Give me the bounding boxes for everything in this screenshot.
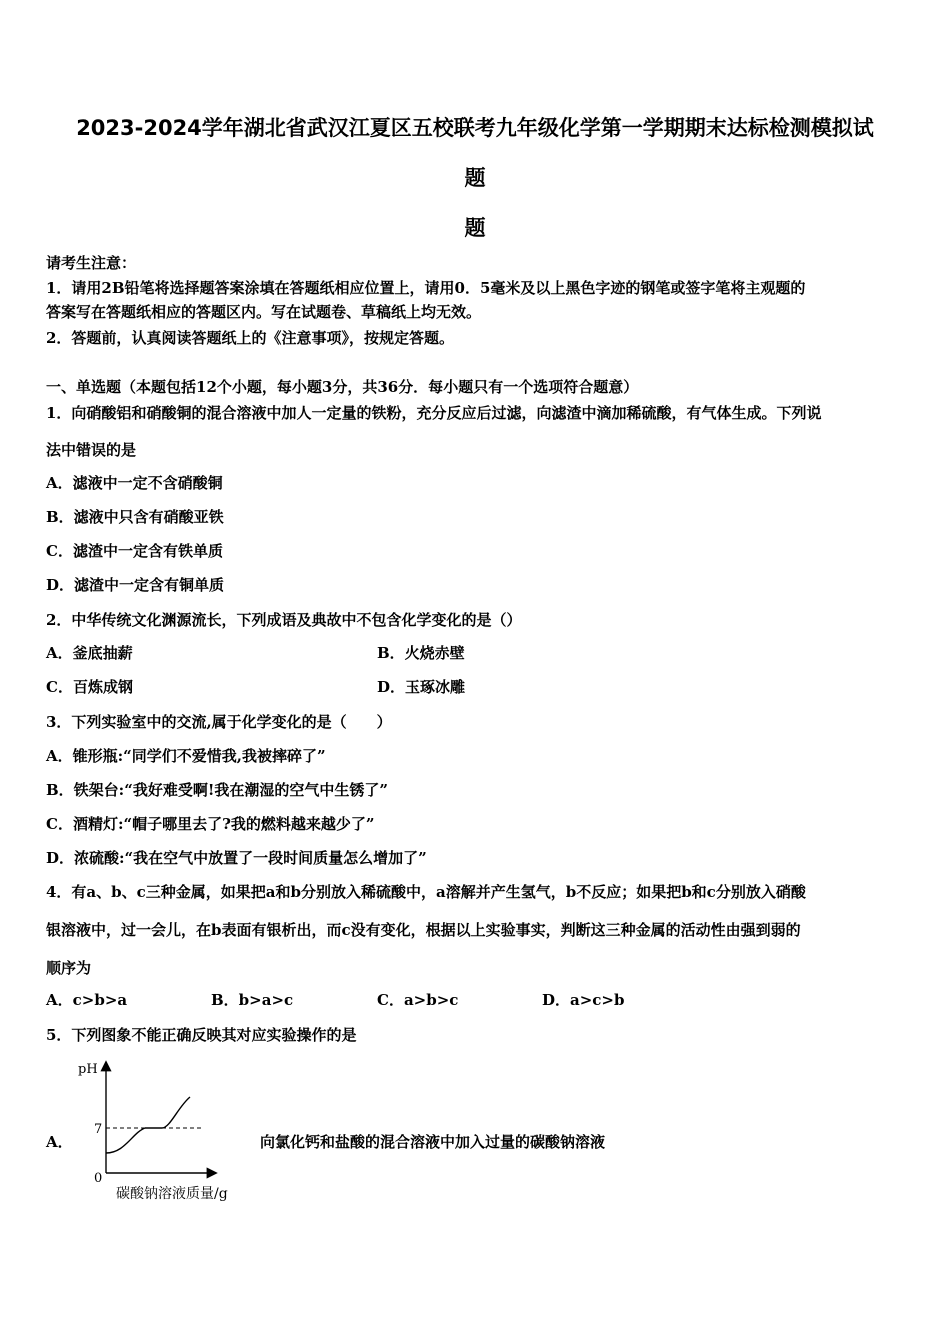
question-5-stem: 5．下列图象不能正确反映其对应实验操作的是 [46,1026,357,1044]
question-2-option-c: C．百炼成钢 [46,678,133,696]
question-4-stem-line2: 银溶液中，过一会儿，在b表面有银析出，而c没有变化，根据以上实验事实，判断这三种金属的活动性由强到弱的 [46,921,801,939]
question-1-option-b: B．滤液中只含有硝酸亚铁 [46,508,224,526]
question-4-option-c: C．a>b>c [377,991,459,1009]
origin-label: 0 [94,1171,103,1186]
question-1-option-a: A．滤液中一定不含硝酸铜 [46,474,223,492]
question-1-stem-line2: 法中错误的是 [46,441,137,459]
question-1-stem-line1: 1．向硝酸铝和硝酸铜的混合溶液中加人一定量的铁粉，充分反应后过滤，向滤渣中滴加稀硫酸，有气体生成。下列说 [46,404,822,422]
question-2-option-b: B．火烧赤壁 [377,644,465,662]
document-title-line3: 题 [464,216,486,240]
question-5-option-a-label: A． [46,1133,73,1151]
ph-curve-rising-to-7 [106,1128,145,1153]
notice-item-2: 2．答题前，认真阅读答题纸上的《注意事项》，按规定答题。 [46,329,454,347]
question-4-stem-line1: 4．有a、b、c三种金属，如果把a和b分别放入稀硫酸中，a溶解并产生氢气，b不反应；如果把b和c分别放入硝酸 [46,883,806,901]
question-3-option-b: B．铁架台:“我好难受啊!我在潮湿的空气中生锈了” [46,781,389,799]
ph-chart [70,1055,270,1205]
question-3-option-d: D．浓硫酸:“我在空气中放置了一段时间质量怎么增加了” [46,849,427,867]
document-title-line1: 2023-2024学年湖北省武汉江夏区五校联考九年级化学第一学期期末达标检测模拟试 [76,116,874,140]
question-1-option-c: C．滤渣中一定含有铁单质 [46,542,223,560]
document-title-line2: 题 [464,166,486,190]
notice-heading: 请考生注意： [46,254,137,272]
notice-item-1-line1: 1．请用2B铅笔将选择题答案涂填在答题纸相应位置上，请用0．5毫米及以上黑色字迹的钢笔或签字笔将主观题的 [46,279,806,297]
question-3-option-c: C．酒精灯:“帽子哪里去了?我的燃料越来越少了” [46,815,375,833]
notice-item-1-line2: 答案写在答题纸相应的答题区内。写在试题卷、草稿纸上均无效。 [46,303,482,321]
question-3-stem: 3．下列实验室中的交流,属于化学变化的是（ ） [46,713,392,731]
question-1-option-d: D．滤渣中一定含有铜单质 [46,576,225,594]
question-4-option-d: D．a>c>b [542,991,625,1009]
y-tick-7: 7 [94,1122,103,1137]
question-5-option-a-text: 向氯化钙和盐酸的混合溶液中加入过量的碳酸钠溶液 [260,1133,606,1151]
question-2-option-a: A．釜底抽薪 [46,644,133,662]
question-2-option-d: D．玉琢冰雕 [377,678,466,696]
section-heading: 一、单选题（本题包括12个小题，每小题3分，共36分．每小题只有一个选项符合题意） [46,378,639,396]
question-4-option-a: A．c>b>a [46,991,128,1009]
question-2-stem: 2．中华传统文化渊源流长，下列成语及典故中不包含化学变化的是（） [46,611,522,629]
x-axis-label: 碳酸钠溶液质量/g [116,1186,228,1202]
question-4-stem-line3: 顺序为 [46,959,92,977]
question-4-option-b: B．b>a>c [211,991,294,1009]
ph-curve-rising-above-7 [162,1097,190,1128]
question-3-option-a: A．锥形瓶:“同学们不爱惜我,我被摔碎了” [46,747,326,765]
y-axis-label: pH [78,1062,98,1077]
